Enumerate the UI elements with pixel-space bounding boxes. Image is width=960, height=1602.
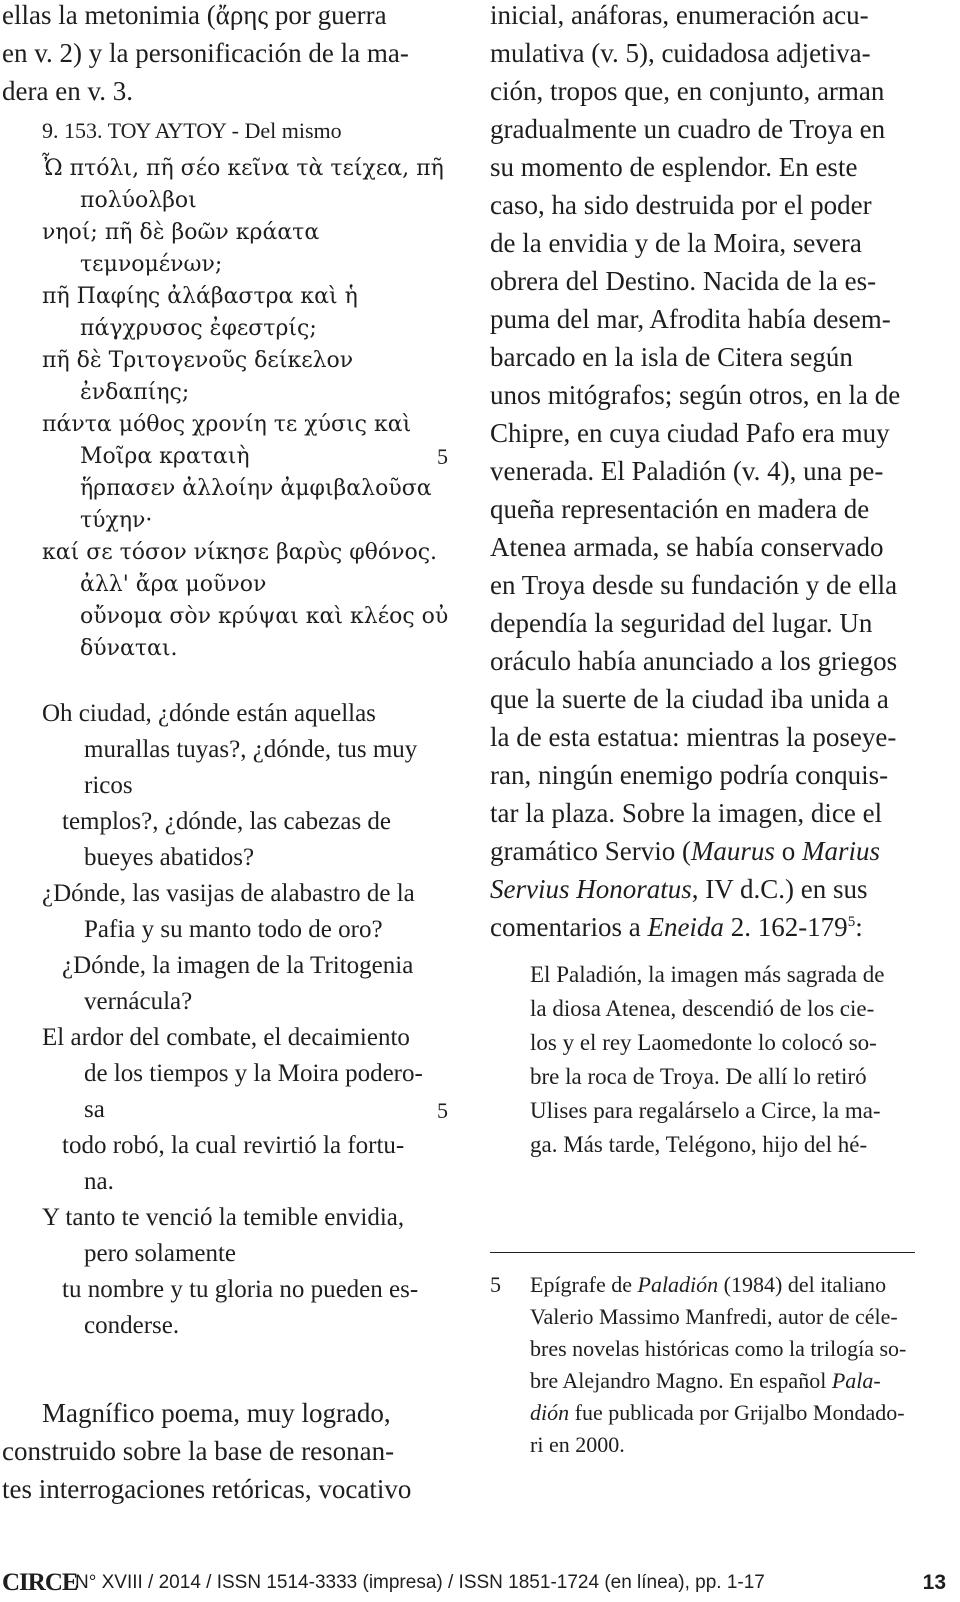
comment-line: construido sobre la base de resonan- [2,1436,395,1466]
footnote-rule [490,1252,915,1253]
spanish-line-number: 5 [437,1098,448,1123]
quote-line: bre la roca de Troya. De allí lo retiró [530,1064,867,1089]
body-line: ran, ningún enemigo podría conquis- [490,760,889,790]
body-line: oráculo había anunciado a los griegos [490,646,898,676]
greek-line-number: 5 [437,444,448,469]
body-line: unos mitógrafos; según otros, en la de [490,380,901,410]
greek-line: ἀλλ' ἄρα μοῦνον [80,572,267,597]
comment-line: tes interrogaciones retóricas, vocativo [2,1474,412,1504]
body-line: de la envidia y de la Moira, severa [490,228,862,258]
greek-line: Μοῖρα κραταιὴ [80,444,250,469]
body-line: Atenea armada, se había conservado [490,532,884,562]
footnote-line: Valerio Massimo Manfredi, autor de céle- [530,1304,898,1329]
intro-line: ellas la metonimia (ἄρης por guerra [2,0,387,30]
body-line: que la suerte de la ciudad iba unida a [490,684,889,714]
intro-line: en v. 2) y la personificación de la ma- [2,38,409,68]
intro-line: dera en v. 3. [2,76,133,106]
spanish-line: ricos [84,772,133,799]
body-line: mulativa (v. 5), cuidadosa adjetiva- [490,38,871,68]
spanish-line: Pafia y su manto todo de oro? [84,916,383,943]
greek-line: ἐνδαπίης; [80,380,190,405]
body-line: queña representación en madera de [490,494,870,524]
comment-line: Magnífico poema, muy logrado, [42,1398,391,1428]
body-line: su momento de esplendor. En este [490,152,858,182]
footnote-line: ri en 2000. [530,1432,625,1457]
italic-run: Eneida [647,912,724,942]
body-line: gradualmente un cuadro de Troya en [490,114,886,144]
footnote-line [530,1400,905,1426]
footnote-ref[interactable]: 5 [847,914,856,930]
footnote-line: bres novelas históricas como la trilogía so- [530,1336,907,1361]
greek-line: ἥρπασεν ἀλλοίην ἀμφιβαλοῦσα [80,476,432,501]
italic-run: Paladión [637,1272,719,1297]
text-run: , IV d.C.) en sus [691,874,868,904]
text-run: gramático Servio ( [490,836,691,866]
spanish-line: ¿Dónde, las vasijas de alabastro de la [42,880,415,907]
journal-logo: CIRCE [2,1569,78,1596]
quote-line: los y el rey Laomedonte lo colocó so- [530,1030,877,1055]
body-line: la de esta estatua: mientras la poseye- [490,722,897,752]
greek-line: πάντα μόθος χρονίη τε χύσις καὶ [42,412,412,437]
spanish-line: conderse. [84,1312,180,1339]
italic-run: Pala- [831,1368,881,1393]
greek-line: καί σε τόσον νίκησε βαρὺς φθόνος. [42,540,438,565]
body-line: ción, tropos que, en conjunto, arman [490,76,885,106]
spanish-line: de los tiempos y la Moira podero- [84,1060,423,1087]
body-line: Chipre, en cuya ciudad Pafo era muy [490,418,890,448]
body-line: barcado en la isla de Citera según [490,342,853,372]
page-number: 13 [922,1571,946,1594]
greek-line: πῆ Παφίης ἀλάβαστρα καὶ ἡ [42,284,358,309]
spanish-line: Y tanto te venció la temible envidia, [42,1204,405,1231]
text-run: fue publicada por Grijalbo Mondado- [569,1400,905,1425]
spanish-line: templos?, ¿dónde, las cabezas de [62,808,392,835]
text-run: : [855,912,863,942]
italic-run: Marius [801,836,880,866]
body-line: en Troya desde su fundación y de ella [490,570,898,600]
spanish-line: todo robó, la cual revirtió la fortu- [62,1132,405,1159]
spanish-line: sa [84,1096,105,1123]
body-line: dependía la seguridad del lugar. Un [490,608,873,638]
spanish-line: tu nombre y tu gloria no pueden es- [62,1276,419,1303]
greek-line: τύχην· [80,508,153,533]
greek-line: πολύολβοι [80,188,197,213]
body-line: caso, ha sido destruida por el poder [490,190,872,220]
greek-line: οὔνομα σὸν κρύψαι καὶ κλέος οὐ [80,604,449,629]
greek-line: δύναται. [80,636,178,661]
footnote-line [530,1272,886,1298]
body-line: inicial, anáforas, enumeración acu- [490,0,869,30]
text-run: o [774,836,802,866]
text-run: 2. 162-179 [723,912,848,942]
italic-run: Servius Honoratus [490,874,692,904]
servio-line [490,836,880,867]
servio-line [490,912,863,943]
italic-run: Maurus [690,836,775,866]
epigram-heading: 9. 153. ΤΟΥ ΑΥΤΟΥ - Del mismo [42,118,342,143]
greek-line: τεμνομένων; [80,252,223,277]
body-line: puma del mar, Afrodita había desem- [490,304,891,334]
greek-line: πάγχρυσος ἐφεστρίς; [80,316,317,341]
spanish-line: vernácula? [84,988,193,1015]
italic-run: dión [530,1400,570,1425]
spanish-line: na. [84,1168,114,1195]
quote-line: ga. Más tarde, Telégono, hijo del hé- [530,1132,868,1157]
text-run: (1984) del italiano [718,1272,887,1297]
spanish-line: bueyes abatidos? [84,844,255,871]
spanish-line: pero solamente [84,1240,237,1267]
text-run: Epígrafe de [530,1272,638,1297]
issn-line: N° XVIII / 2014 / ISSN 1514-3333 (impresa) / ISSN 1851-1724 (en línea), pp. 1-17 [75,1572,765,1593]
greek-line: πῆ δὲ Τριτογενοῦς δείκελον [42,348,354,373]
quote-line: El Paladión, la imagen más sagrada de [530,962,885,987]
greek-line: νηοί; πῆ δὲ βοῶν κράατα [42,220,320,245]
quote-line: la diosa Atenea, descendió de los cie- [530,996,875,1021]
footnote-number: 5 [490,1272,501,1297]
text-run: bre Alejandro Magno. En español [530,1368,832,1393]
body-line: obrera del Destino. Nacida de la es- [490,266,877,296]
spanish-line: murallas tuyas?, ¿dónde, tus muy [84,736,418,763]
servio-line [490,874,868,905]
text-run: comentarios a [490,912,648,942]
footnote-line [530,1368,881,1394]
body-line: venerada. El Paladión (v. 4), una pe- [490,456,884,486]
spanish-line: ¿Dónde, la imagen de la Tritogenia [62,952,414,979]
body-line: tar la plaza. Sobre la imagen, dice el [490,798,883,828]
page-footer [0,1570,960,1598]
spanish-line: El ardor del combate, el decaimiento [42,1024,410,1051]
greek-line: Ὦ πτόλι, πῆ σέο κεῖνα τὰ τείχεα, πῆ [42,156,444,181]
spanish-line: Oh ciudad, ¿dónde están aquellas [42,700,376,727]
quote-line: Ulises para regalárselo a Circe, la ma- [530,1098,881,1123]
